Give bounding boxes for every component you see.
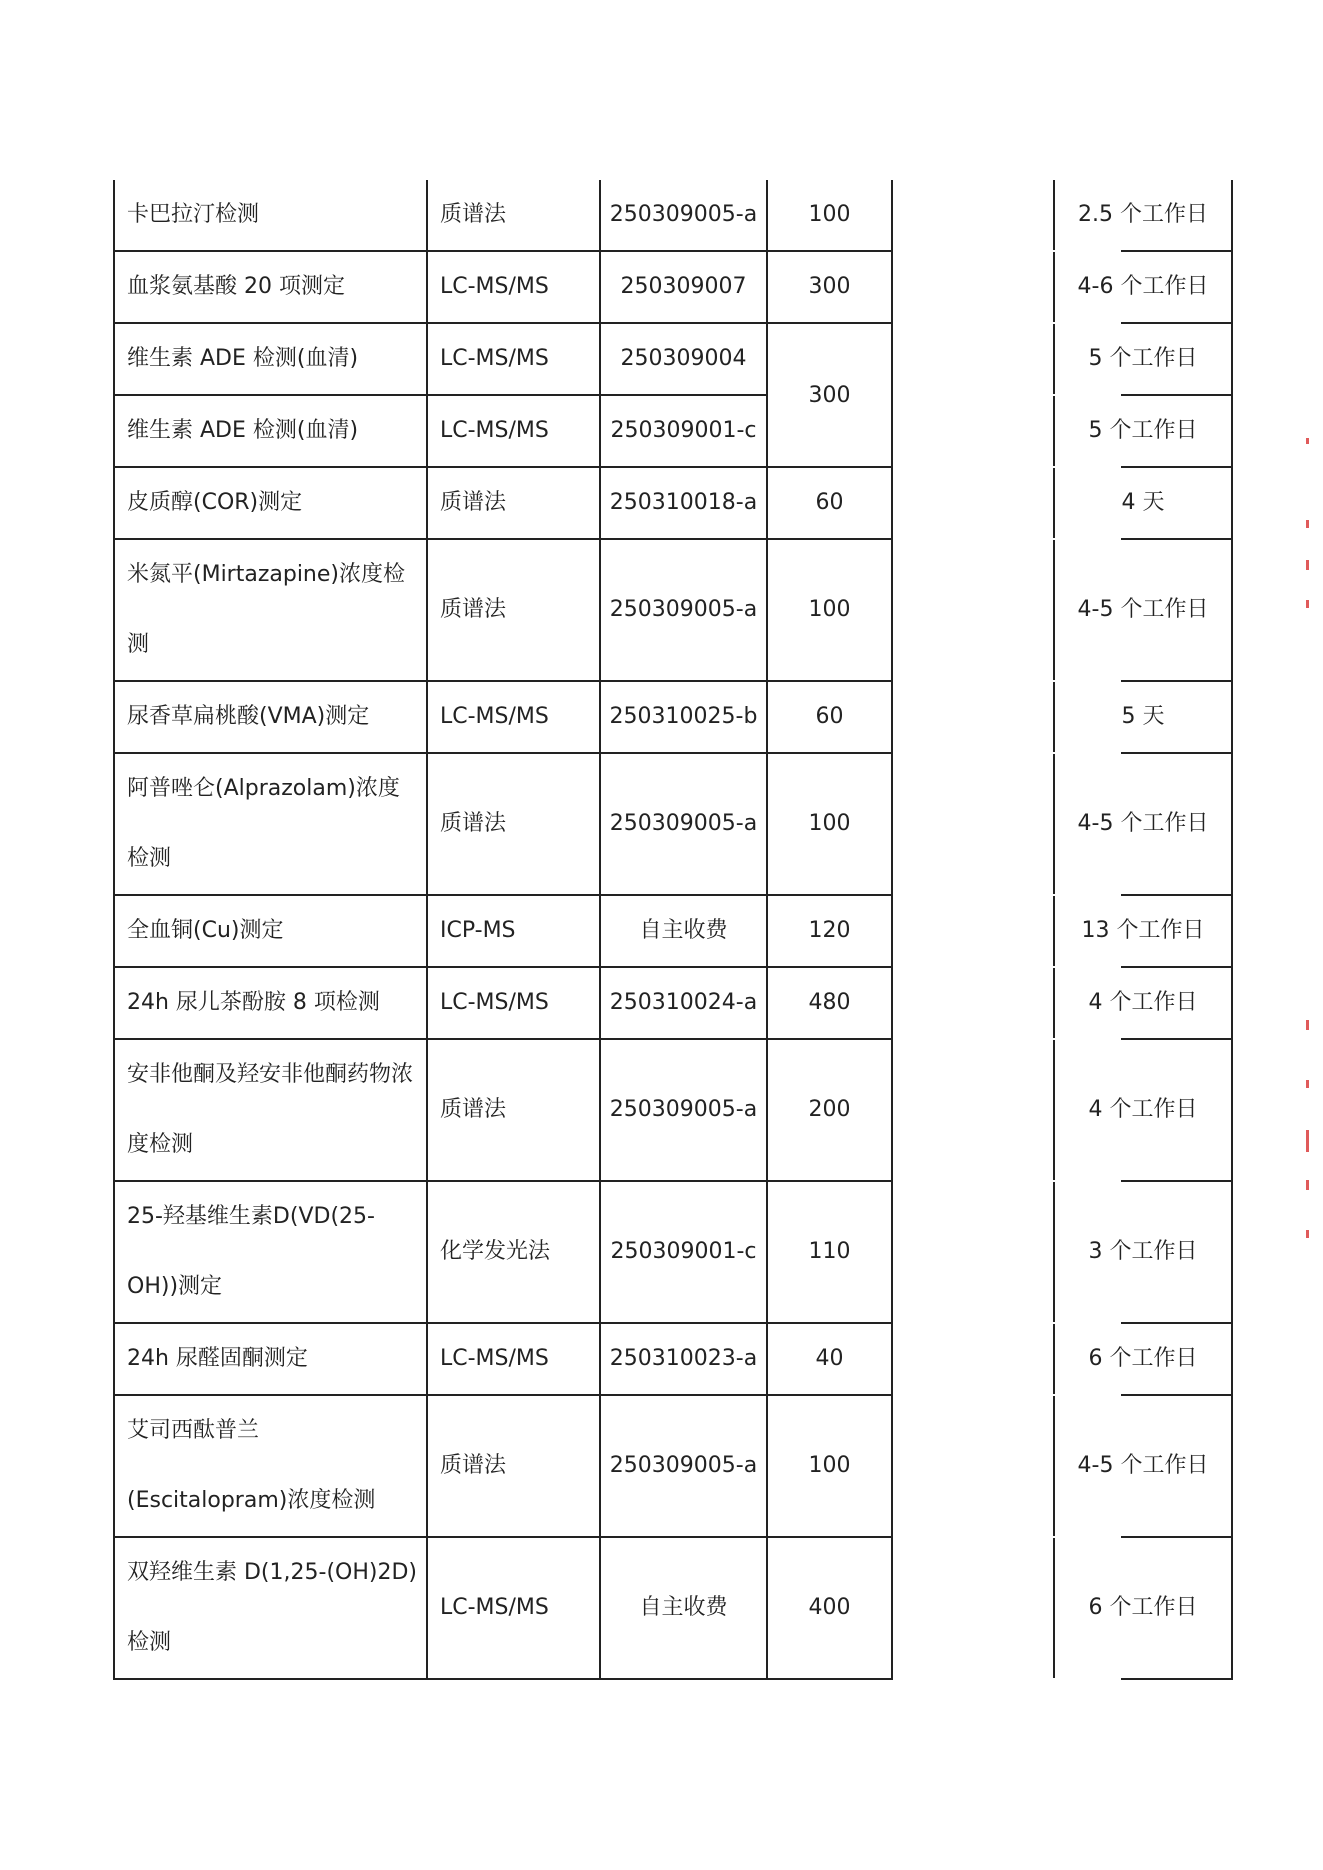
test-name-cell (113, 896, 426, 966)
price-text: 300 (808, 274, 851, 299)
test-name-text: 全血铜(Cu)测定 (127, 918, 284, 943)
blank-cell (891, 754, 1053, 894)
code-cell (599, 682, 766, 752)
code-text: 250309001-c (610, 1239, 757, 1264)
price-text: 400 (808, 1595, 851, 1620)
test-name-text: 24h 尿儿茶酚胺 8 项检测 (127, 990, 380, 1015)
code-text: 250310018-a (609, 490, 758, 515)
turnaround-cell (1053, 1396, 1233, 1536)
turnaround-text: 5 天 (1121, 704, 1165, 729)
test-name-cell (113, 754, 426, 894)
price-cell (766, 682, 891, 752)
price-text: 120 (808, 918, 851, 943)
turnaround-text: 6 个工作日 (1088, 1595, 1198, 1620)
table-row (113, 1040, 1233, 1182)
code-cell (599, 540, 766, 680)
scan-mark (1306, 438, 1309, 444)
method-cell (426, 896, 599, 966)
table-row (113, 1538, 1233, 1680)
price-text: 60 (815, 704, 844, 729)
price-text: 100 (808, 202, 851, 227)
blank-cell (891, 180, 1053, 250)
table-row (113, 1324, 1233, 1396)
code-cell (599, 754, 766, 894)
code-text: 250309005-a (609, 597, 758, 622)
method-cell (426, 1538, 599, 1678)
code-cell (599, 252, 766, 322)
scan-mark (1306, 560, 1309, 570)
price-cell (766, 896, 891, 966)
blank-cell (891, 968, 1053, 1038)
table-row (113, 252, 1233, 324)
method-text: LC-MS/MS (440, 418, 549, 443)
turnaround-cell (1053, 1040, 1233, 1180)
test-name-cell (113, 396, 426, 466)
blank-cell (891, 1324, 1053, 1394)
turnaround-text: 4 个工作日 (1088, 990, 1198, 1015)
test-name-text: 维生素 ADE 检测(血清) (127, 418, 359, 443)
method-cell (426, 1396, 599, 1536)
test-name-cell (113, 540, 426, 680)
method-text: 质谱法 (440, 490, 507, 515)
method-text: 质谱法 (440, 811, 507, 836)
method-cell (426, 540, 599, 680)
method-text: LC-MS/MS (440, 990, 549, 1015)
method-cell (426, 180, 599, 250)
test-name-cell (113, 968, 426, 1038)
method-text: LC-MS/MS (440, 1595, 549, 1620)
rule-gap (893, 1678, 1121, 1680)
test-name-text: 卡巴拉汀检测 (127, 202, 260, 227)
price-text: 200 (808, 1097, 851, 1122)
method-text: ICP-MS (440, 918, 516, 943)
code-text: 250309001-c (610, 418, 757, 443)
turnaround-text: 4 天 (1121, 490, 1165, 515)
code-text: 250310025-b (609, 704, 758, 729)
blank-cell (891, 1040, 1053, 1180)
code-text: 自主收费 (639, 918, 728, 943)
turnaround-cell (1053, 1324, 1233, 1394)
code-text: 250309005-a (609, 202, 758, 227)
turnaround-text: 4-5 个工作日 (1077, 811, 1209, 836)
code-cell (599, 324, 766, 394)
price-table (113, 180, 1233, 1680)
code-text: 250310023-a (609, 1346, 758, 1371)
code-text: 250309005-a (609, 1453, 758, 1478)
price-text: 100 (808, 597, 851, 622)
method-cell (426, 754, 599, 894)
turnaround-cell (1053, 324, 1233, 394)
test-name-cell (113, 682, 426, 752)
method-text: 质谱法 (440, 1453, 507, 1478)
method-cell (426, 968, 599, 1038)
table-row (113, 180, 1233, 252)
method-text: 化学发光法 (440, 1239, 551, 1264)
test-name-cell (113, 180, 426, 250)
turnaround-cell (1053, 180, 1233, 250)
method-text: LC-MS/MS (440, 274, 549, 299)
blank-cell (891, 540, 1053, 680)
code-text: 250309005-a (609, 1097, 758, 1122)
code-cell (599, 968, 766, 1038)
method-cell (426, 396, 599, 466)
method-cell (426, 468, 599, 538)
test-name-text: 维生素 ADE 检测(血清) (127, 346, 359, 371)
price-cell (766, 1040, 891, 1180)
turnaround-text: 4-5 个工作日 (1077, 597, 1209, 622)
test-name-text: 阿普唑仑(Alprazolam)浓度检测 (127, 776, 400, 871)
table-row (113, 1182, 1233, 1324)
method-text: 质谱法 (440, 202, 507, 227)
price-cell (766, 252, 891, 322)
code-cell (599, 180, 766, 250)
test-name-text: 米氮平(Mirtazapine)浓度检测 (127, 562, 405, 657)
code-text: 250309004 (620, 346, 747, 371)
test-name-cell (113, 1538, 426, 1678)
blank-cell (891, 396, 1053, 466)
table-row (113, 540, 1233, 682)
test-name-text: 艾司西酞普兰(Escitalopram)浓度检测 (127, 1418, 376, 1513)
method-cell (426, 682, 599, 752)
code-cell (599, 1538, 766, 1678)
test-name-text: 尿香草扁桃酸(VMA)测定 (127, 704, 370, 729)
price-cell (766, 1324, 891, 1394)
code-text: 250309005-a (609, 811, 758, 836)
method-cell (426, 1040, 599, 1180)
code-cell (599, 1040, 766, 1180)
turnaround-text: 4-5 个工作日 (1077, 1453, 1209, 1478)
price-cell (766, 180, 891, 250)
scan-mark (1306, 1130, 1309, 1152)
test-name-cell (113, 324, 426, 394)
test-name-text: 血浆氨基酸 20 项测定 (127, 274, 345, 299)
blank-cell (891, 896, 1053, 966)
code-cell (599, 396, 766, 466)
method-text: LC-MS/MS (440, 1346, 549, 1371)
turnaround-cell (1053, 540, 1233, 680)
turnaround-cell (1053, 396, 1233, 466)
table-row (113, 682, 1233, 754)
blank-cell (891, 324, 1053, 394)
code-cell (599, 896, 766, 966)
method-cell (426, 252, 599, 322)
merged-price-cell: 300 (766, 324, 891, 466)
code-cell (599, 1182, 766, 1322)
turnaround-text: 5 个工作日 (1088, 418, 1198, 443)
scan-mark (1306, 1080, 1309, 1088)
test-name-cell (113, 252, 426, 322)
code-cell (599, 1396, 766, 1536)
table-row (113, 1396, 1233, 1538)
test-name-cell (113, 1040, 426, 1180)
code-cell (599, 1324, 766, 1394)
scan-mark (1306, 1020, 1309, 1030)
test-name-text: 皮质醇(COR)测定 (127, 490, 303, 515)
turnaround-cell (1053, 468, 1233, 538)
turnaround-text: 5 个工作日 (1088, 346, 1198, 371)
test-name-cell (113, 468, 426, 538)
table-row (113, 324, 1233, 396)
blank-cell (891, 252, 1053, 322)
code-cell (599, 468, 766, 538)
table-row (113, 468, 1233, 540)
turnaround-text: 6 个工作日 (1088, 1346, 1198, 1371)
scan-mark (1306, 520, 1309, 528)
method-cell (426, 1182, 599, 1322)
test-name-text: 25-羟基维生素D(VD(25-OH))测定 (127, 1204, 375, 1299)
turnaround-text: 4-6 个工作日 (1077, 274, 1209, 299)
turnaround-text: 13 个工作日 (1081, 918, 1205, 943)
price-cell (766, 468, 891, 538)
method-text: LC-MS/MS (440, 704, 549, 729)
price-text: 100 (808, 1453, 851, 1478)
blank-cell (891, 1538, 1053, 1678)
table-row (113, 754, 1233, 896)
test-name-text: 安非他酮及羟安非他酮药物浓度检测 (127, 1062, 414, 1157)
table-row (113, 896, 1233, 968)
turnaround-cell (1053, 896, 1233, 966)
turnaround-cell (1053, 968, 1233, 1038)
table-row (113, 968, 1233, 1040)
price-text: 100 (808, 811, 851, 836)
turnaround-text: 4 个工作日 (1088, 1097, 1198, 1122)
price-cell (766, 1538, 891, 1678)
price-text: 110 (808, 1239, 851, 1264)
turnaround-cell (1053, 682, 1233, 752)
turnaround-text: 2.5 个工作日 (1078, 202, 1208, 227)
test-name-cell (113, 1324, 426, 1394)
price-cell (766, 540, 891, 680)
price-text: 480 (808, 990, 851, 1015)
code-text: 250310024-a (609, 990, 758, 1015)
turnaround-cell (1053, 1538, 1233, 1678)
price-cell (766, 968, 891, 1038)
method-text: 质谱法 (440, 597, 507, 622)
method-text: LC-MS/MS (440, 346, 549, 371)
price-cell (766, 1182, 891, 1322)
blank-cell (891, 1182, 1053, 1322)
method-cell (426, 324, 599, 394)
code-text: 250309007 (620, 274, 747, 299)
test-name-text: 双羟维生素 D(1,25-(OH)2D)检测 (127, 1560, 417, 1655)
scan-mark (1306, 1230, 1309, 1238)
code-text: 自主收费 (639, 1595, 728, 1620)
blank-cell (891, 1396, 1053, 1536)
price-text: 40 (815, 1346, 844, 1371)
blank-cell (891, 682, 1053, 752)
price-text: 60 (815, 490, 844, 515)
blank-cell (891, 468, 1053, 538)
turnaround-cell (1053, 1182, 1233, 1322)
test-name-text: 24h 尿醛固酮测定 (127, 1346, 308, 1371)
turnaround-text: 3 个工作日 (1088, 1239, 1198, 1264)
scan-mark (1306, 600, 1309, 608)
turnaround-cell (1053, 754, 1233, 894)
method-text: 质谱法 (440, 1097, 507, 1122)
test-name-cell (113, 1182, 426, 1322)
price-cell (766, 754, 891, 894)
turnaround-cell (1053, 252, 1233, 322)
method-cell (426, 1324, 599, 1394)
price-cell (766, 1396, 891, 1536)
test-name-cell (113, 1396, 426, 1536)
scan-mark (1306, 1180, 1309, 1190)
table-row (113, 396, 1233, 468)
